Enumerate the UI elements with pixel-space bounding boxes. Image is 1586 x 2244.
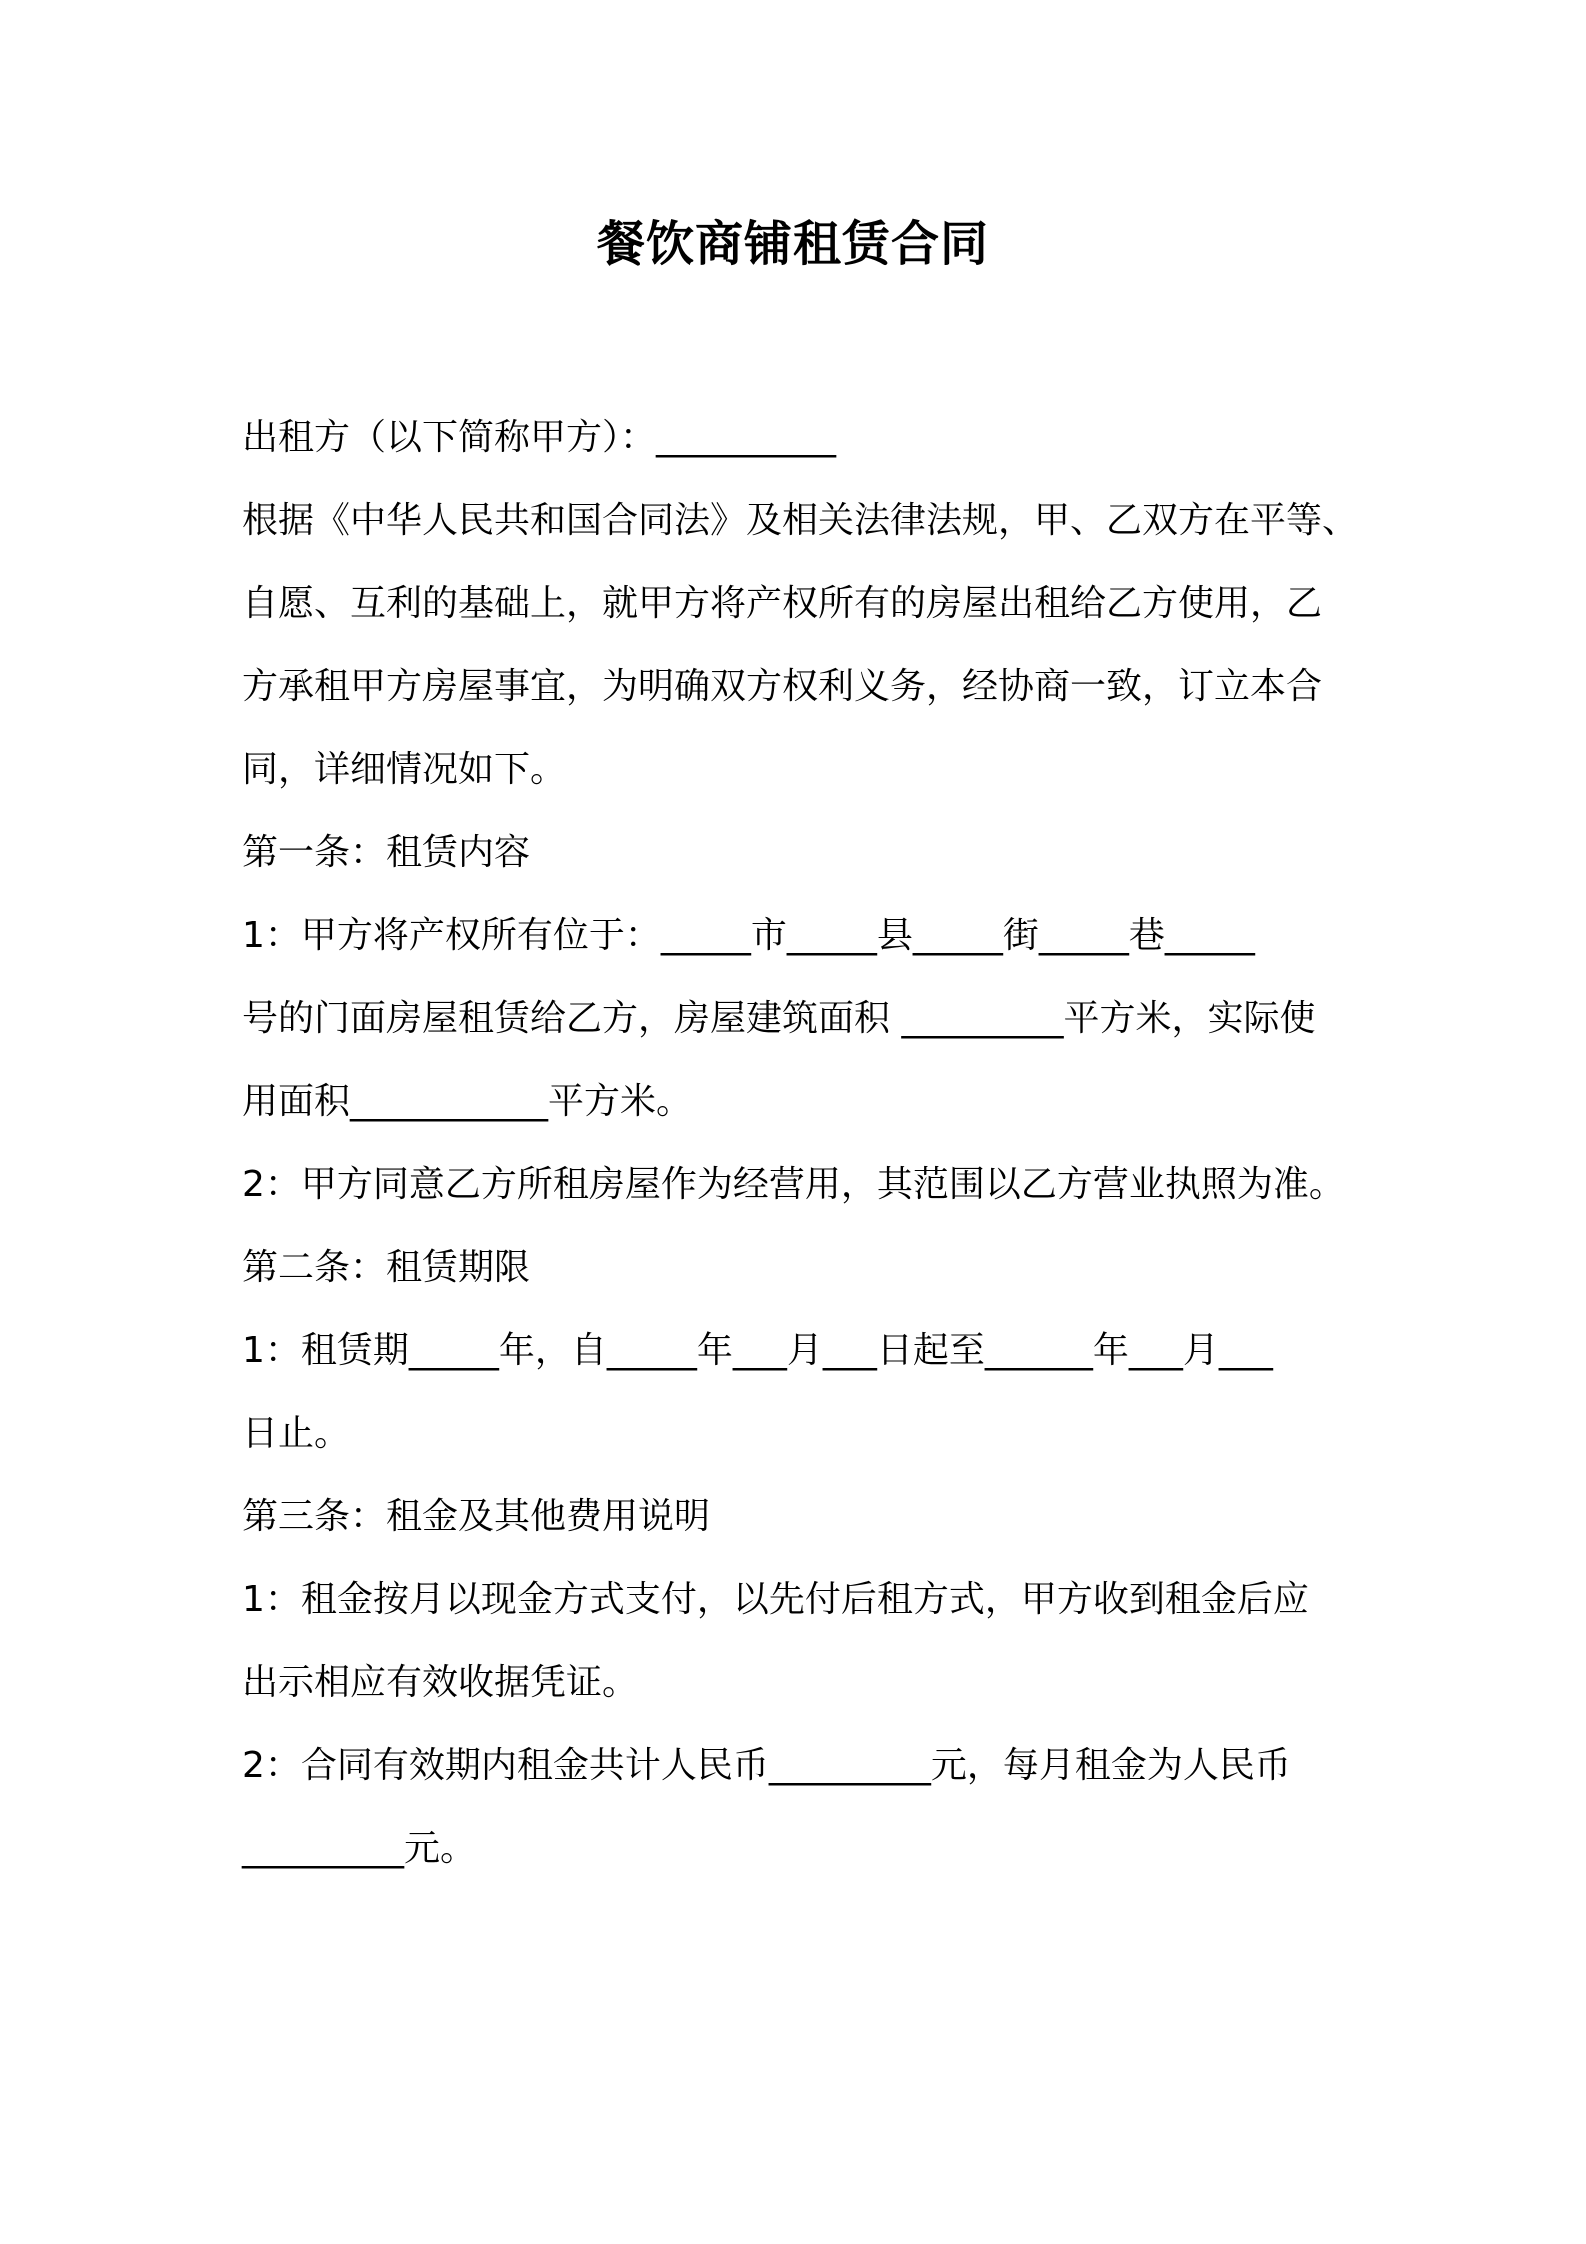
article-1-clause-2: 2：甲方同意乙方所租房屋作为经营用，其范围以乙方营业执照为准。 (242, 1164, 1345, 1205)
lessor-line: 出租方（以下简称甲方）：__________ (242, 417, 837, 458)
article-1-clause-1c: 用面积___________平方米。 (242, 1081, 693, 1122)
article-1-clause-1b: 号的门面房屋租赁给乙方，房屋建筑面积 _________平方米，实际使 (242, 998, 1316, 1039)
article-2-clause-1a: 1：租赁期_____年，自_____年___月___日起至______年___月___ (242, 1330, 1273, 1371)
article-3-clause-1a: 1：租金按月以现金方式支付，以先付后租方式，甲方收到租金后应 (242, 1579, 1309, 1620)
article-3-clause-2b: _________元。 (242, 1828, 477, 1869)
preamble-line-2: 自愿、互利的基础上，就甲方将产权所有的房屋出租给乙方使用，乙 (242, 583, 1323, 624)
article-3-heading: 第三条：租金及其他费用说明 (242, 1496, 711, 1537)
article-2-clause-1b: 日止。 (242, 1413, 351, 1454)
article-1-clause-1a: 1：甲方将产权所有位于：_____市_____县_____街_____巷_____ (242, 915, 1255, 956)
preamble-line-1: 根据《中华人民共和国合同法》及相关法律法规，甲、乙双方在平等、 (242, 500, 1359, 541)
article-1-heading: 第一条：租赁内容 (242, 832, 531, 873)
article-3-clause-1b: 出示相应有效收据凭证。 (242, 1662, 639, 1703)
article-2-heading: 第二条：租赁期限 (242, 1247, 531, 1288)
preamble-line-4: 同，详细情况如下。 (242, 749, 567, 790)
preamble-line-3: 方承租甲方房屋事宜，为明确双方权利义务，经协商一致，订立本合 (242, 666, 1323, 707)
article-3-clause-2a: 2：合同有效期内租金共计人民币_________元，每月租金为人民币 (242, 1745, 1291, 1786)
document-title: 餐饮商铺租赁合同 (596, 216, 989, 272)
